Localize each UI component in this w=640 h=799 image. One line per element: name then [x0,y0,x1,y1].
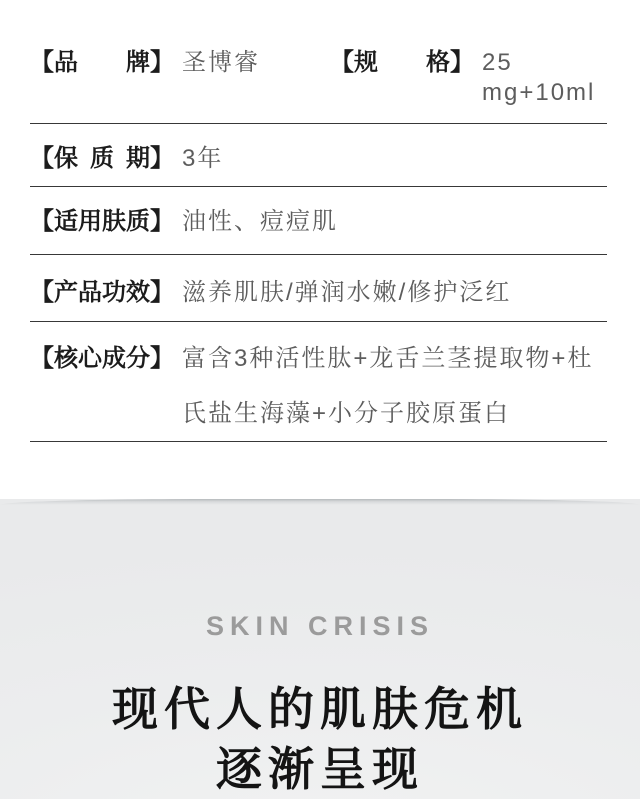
spec-value-shelf-life: 3年 [182,145,224,172]
bracket-open: 【 [30,145,54,172]
banner-title [0,679,640,799]
skin-crisis-banner [0,499,640,799]
spec-value-ingredients: 富含3种活性肽+龙舌兰茎提取物+杜氏盐生海藻+小分子胶原蛋白 [182,345,594,427]
spec-label-size [330,48,474,78]
banner-eyebrow: SKIN CRISIS [205,611,435,641]
spec-value-brand: 圣博睿 [182,49,260,76]
spec-label-size-text: 规格 [354,49,450,76]
spec-row-ingredients [30,322,607,442]
banner-title-line1: 现代人的肌肤危机 [112,683,528,735]
spec-label-skin-type [30,207,174,237]
spec-label-brand [30,48,174,78]
spec-label-skin-type-text: 适用肤质 [54,208,150,235]
bracket-open: 【 [30,345,54,372]
bracket-close: 】 [150,279,174,306]
bracket-close: 】 [150,208,174,235]
spec-label-ingredients [30,331,174,386]
spec-label-shelf-life [30,144,174,174]
bracket-open: 【 [330,49,354,76]
white-spacer [0,442,640,499]
bracket-close: 】 [150,145,174,172]
spec-value-effect: 滋养肌肤/弹润水嫩/修护泛红 [182,279,512,306]
bracket-open: 【 [30,49,54,76]
bracket-close: 】 [150,345,174,372]
spec-row-effect [30,255,607,322]
spec-row-skin-type [30,187,607,255]
spec-label-effect-text: 产品功效 [54,279,150,306]
spec-pair-size [330,48,607,108]
spec-label-ingredients-text: 核心成分 [54,345,150,372]
spec-value-size: 25 mg+10ml [482,49,596,106]
spec-label-shelf-life-text: 保质期 [54,145,150,172]
spec-row-brand-size [30,0,607,124]
bracket-close: 】 [450,49,474,76]
bracket-open: 【 [30,279,54,306]
spec-value-skin-type: 油性、痘痘肌 [182,208,338,235]
spec-pair-brand [30,48,330,78]
banner-title-line2: 逐渐呈现 [216,743,424,795]
spec-label-brand-text: 品牌 [54,49,150,76]
spec-row-shelf-life [30,124,607,187]
bracket-close: 】 [150,49,174,76]
spec-label-effect [30,278,174,308]
bracket-open: 【 [30,208,54,235]
